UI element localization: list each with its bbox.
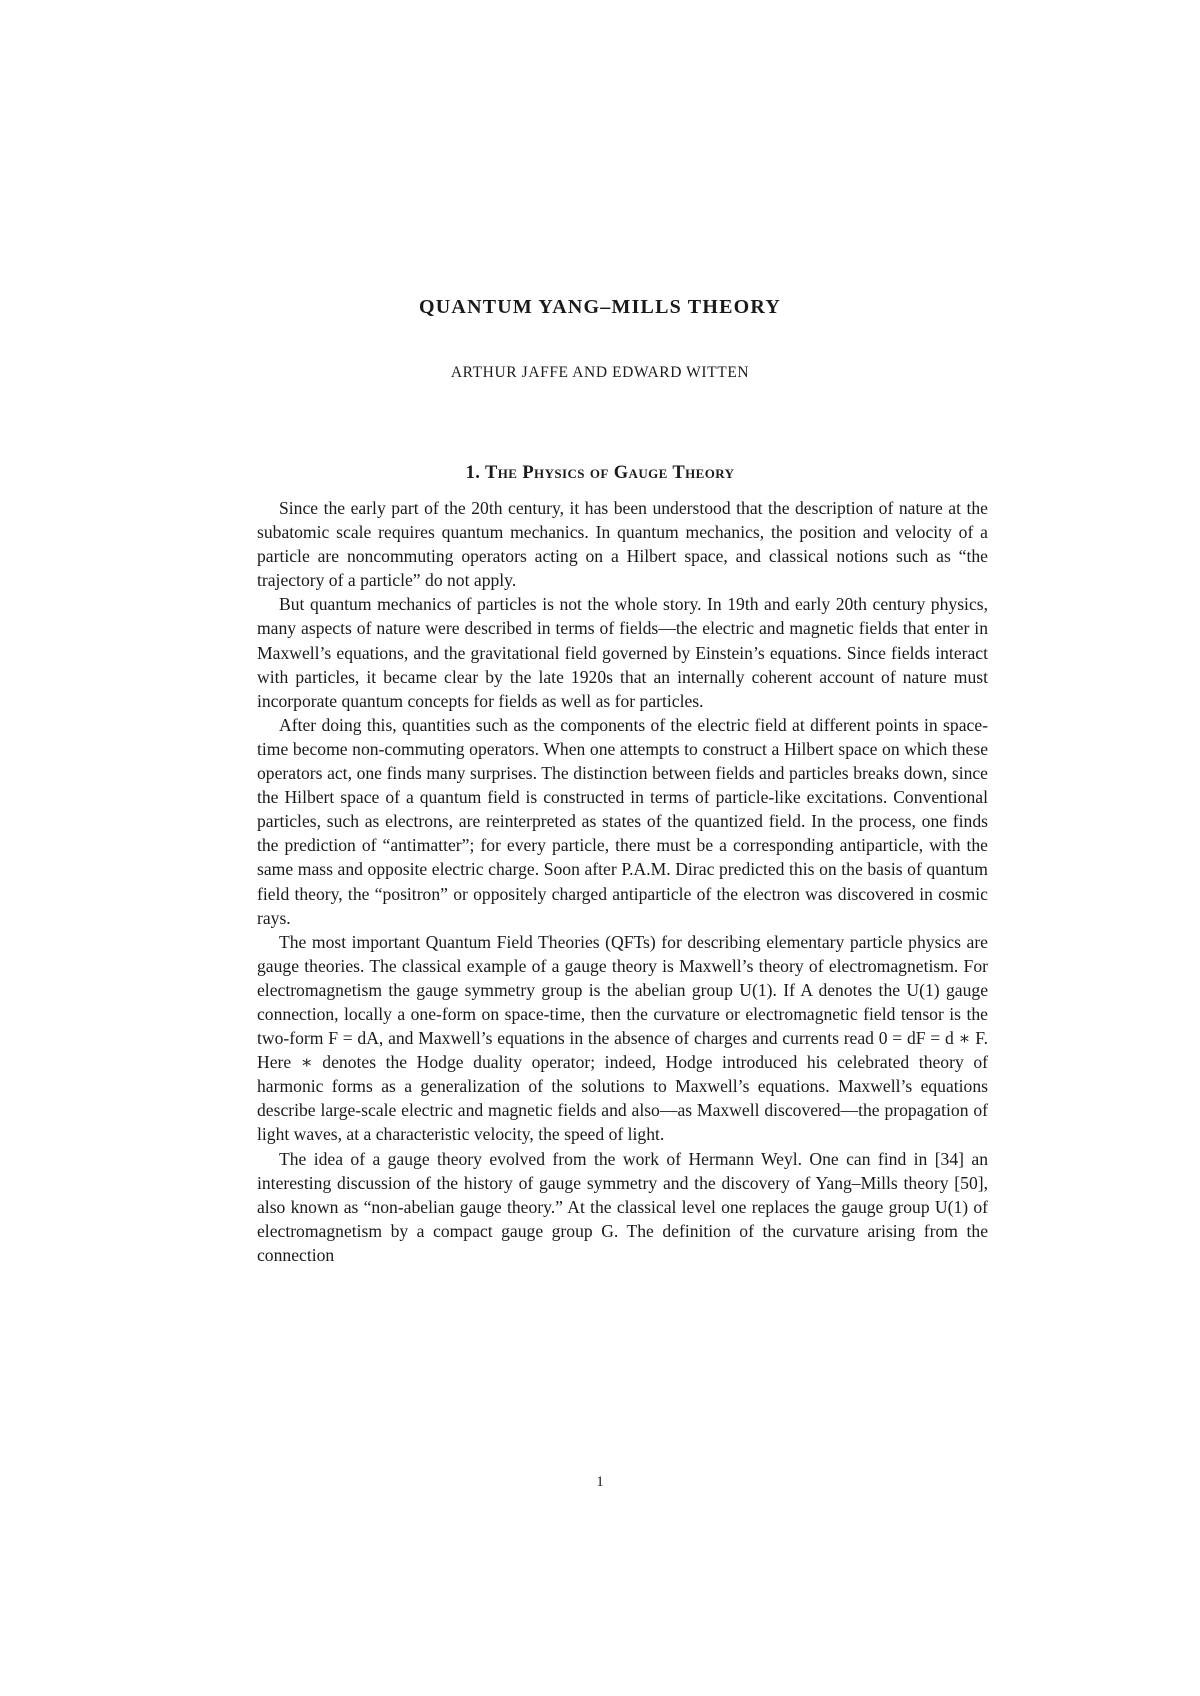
body-text xyxy=(257,496,988,1267)
section-heading: 1. The Physics of Gauge Theory xyxy=(465,463,735,483)
paragraph-3: After doing this, quantities such as the components of the electric field at different points in space-time become non-commuting operators. When one attempts to construct a Hilbert space on which these operators act, one finds many surprises. The distinction between fields and particles breaks down, since the Hilbert space of a quantum field is constructed in terms of particle-like excitations. Conventional particles, such as electrons, are reinterpreted as states of the quantized field. In the process, one finds the prediction of “antimatter”; for every particle, there must be a corresponding antiparticle, with the same mass and opposite electric charge. Soon after P.A.M. Dirac predicted this on the basis of quantum field theory, the “positron” or oppositely charged antiparticle of the electron was discovered in cosmic rays. xyxy=(257,714,988,928)
paragraph-5: The idea of a gauge theory evolved from the work of Hermann Weyl. One can find in [34] an interesting discussion of the history of gauge symmetry and the discovery of Yang–Mills theory [50], also known as “non-abelian gauge theory.” At the classical level one replaces the gauge group U(1) of electromagnetism by a compact gauge group G. The definition of the curvature arising from the connection xyxy=(257,1148,988,1265)
paper-authors: ARTHUR JAFFE AND EDWARD WITTEN xyxy=(450,364,750,381)
paper-title: QUANTUM YANG–MILLS THEORY xyxy=(419,296,781,318)
paragraph-4: The most important Quantum Field Theories (QFTs) for describing elementary particle physics are gauge theories. The classical example of a gauge theory is Maxwell’s theory of electromagnetism. For electromagnetism the gauge symmetry group is the abelian group U(1). If A denotes the U(1) gauge connection, locally a one-form on space-time, then the curvature or electromagnetic field tensor is the two-form F = dA, and Maxwell’s equations in the absence of charges and currents read 0 = dF = d ∗ F. Here ∗ denotes the Hodge duality operator; indeed, Hodge introduced his celebrated theory of harmonic forms as a generalization of the solutions to Maxwell’s equations. Maxwell’s equations describe large-scale electric and magnetic fields and also—as Maxwell discovered—the propagation of light waves, at a characteristic velocity, the speed of light. xyxy=(257,931,988,1145)
paragraph-1: Since the early part of the 20th century, it has been understood that the description of nature at the subatomic scale requires quantum mechanics. In quantum mechanics, the position and velocity of a particle are noncommuting operators acting on a Hilbert space, and classical notions such as “the trajectory of a particle” do not apply. xyxy=(257,498,988,591)
page-number: 1 xyxy=(596,1474,604,1490)
paragraph-2: But quantum mechanics of particles is not the whole story. In 19th and early 20th century physics, many aspects of nature were described in terms of fields—the electric and magnetic fields that enter in Maxwell’s equations, and the gravitational field governed by Einstein’s equations. Since fields interact with particles, it became clear by the late 1920s that an internally coherent account of nature must incorporate quantum concepts for fields as well as for particles. xyxy=(257,594,988,711)
